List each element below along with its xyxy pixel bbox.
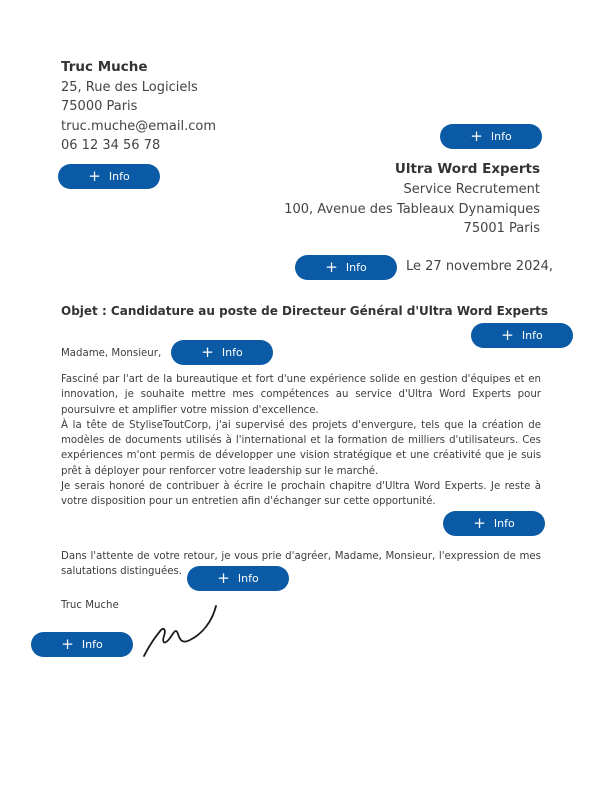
plus-icon: + bbox=[88, 167, 101, 185]
sender-city: 75000 Paris bbox=[61, 99, 138, 115]
info-button[interactable] bbox=[171, 340, 273, 365]
info-button[interactable] bbox=[295, 255, 397, 280]
plus-icon: + bbox=[61, 635, 74, 653]
plus-icon: + bbox=[325, 258, 338, 276]
info-button[interactable] bbox=[443, 511, 545, 536]
body-paragraph: Je serais honoré de contribuer à écrire le prochain chapitre d'Ultra Word Experts. Je reste à votre disposition pour un entretien afin d'échanger sur cette opportunité. bbox=[61, 481, 541, 508]
info-button-label: Info bbox=[490, 130, 512, 143]
sender-email: truc.muche@email.com bbox=[61, 118, 216, 134]
body-paragraph: À la tête de StyliseToutCorp, j'ai supervisé des projets d'envergure, tels que la création de modèles de documents utilisés à l'international et la formation de milliers d'utilisateurs. Ces expériences m'ont permis de développer une vision stratégique et une créativité que je suis prêt à déployer pour renforcer votre leadership sur le marché. bbox=[61, 419, 541, 477]
plus-icon: + bbox=[470, 127, 483, 145]
recipient-block bbox=[284, 160, 540, 239]
sender-phone: 06 12 34 56 78 bbox=[61, 138, 161, 154]
plus-icon: + bbox=[201, 343, 214, 361]
info-button[interactable] bbox=[58, 164, 160, 189]
recipient-city: 75001 Paris bbox=[463, 221, 540, 237]
handwritten-signature bbox=[140, 600, 222, 660]
info-button-label: Info bbox=[521, 329, 543, 342]
info-button[interactable] bbox=[471, 323, 573, 348]
letter-body bbox=[61, 372, 541, 510]
recipient-address: 100, Avenue des Tableaux Dynamiques bbox=[284, 201, 540, 217]
info-button[interactable] bbox=[187, 566, 289, 591]
info-button-label: Info bbox=[345, 261, 367, 274]
letter-subject: Objet : Candidature au poste de Directeur Général d'Ultra Word Experts bbox=[61, 304, 549, 318]
sender-name: Truc Muche bbox=[61, 59, 148, 75]
letter-salutation: Madame, Monsieur, bbox=[61, 348, 162, 359]
sender-block bbox=[61, 58, 216, 156]
info-button-label: Info bbox=[81, 638, 103, 651]
info-button-label: Info bbox=[237, 572, 259, 585]
letter-date: Le 27 novembre 2024, bbox=[406, 259, 554, 274]
info-button[interactable] bbox=[440, 124, 542, 149]
info-button-label: Info bbox=[493, 517, 515, 530]
signature-name: Truc Muche bbox=[61, 600, 119, 611]
sender-address: 25, Rue des Logiciels bbox=[61, 79, 198, 95]
info-button-label: Info bbox=[221, 346, 243, 359]
info-button[interactable] bbox=[31, 632, 133, 657]
info-button-label: Info bbox=[108, 170, 130, 183]
plus-icon: + bbox=[217, 569, 230, 587]
plus-icon: + bbox=[501, 326, 514, 344]
recipient-company: Ultra Word Experts bbox=[394, 161, 540, 177]
recipient-department: Service Recrutement bbox=[403, 181, 540, 197]
plus-icon: + bbox=[473, 514, 486, 532]
letter-closing: Dans l'attente de votre retour, je vous prie d'agréer, Madame, Monsieur, l'expression de mes salutations distinguées. bbox=[61, 551, 541, 578]
body-paragraph: Fasciné par l'art de la bureautique et fort d'une expérience solide en gestion d'équipes et en innovation, je souhaite mettre mes compétences au service d'Ultra Word Experts pour poursuivre et amplifier votre mission d'excellence. bbox=[61, 374, 541, 416]
